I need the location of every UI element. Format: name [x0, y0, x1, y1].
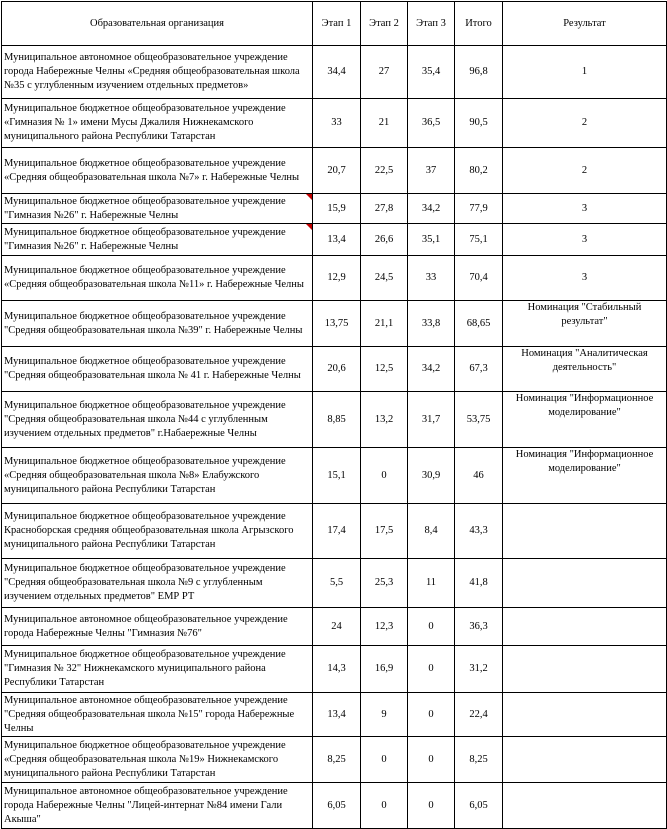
stage2-cell: 22,5 [361, 148, 408, 194]
header-total: Итого [455, 2, 503, 46]
stage1-cell: 33 [313, 99, 361, 148]
stage2-cell: 9 [361, 693, 408, 737]
stage2-cell: 0 [361, 783, 408, 829]
result-cell: Номинация "Информационное моделирование" [503, 392, 667, 448]
org-name-cell: Муниципальное бюджетное общеобразовательное учреждение "Средняя общеобразовательная школа №44 с углубленным изучением отдельных предметов" г.Набаережные Челны [2, 392, 313, 448]
stage1-cell: 6,05 [313, 783, 361, 829]
stage1-cell: 17,4 [313, 504, 361, 559]
stage1-cell: 14,3 [313, 646, 361, 693]
header-stage2: Этап 2 [361, 2, 408, 46]
stage2-cell: 12,5 [361, 347, 408, 392]
stage3-cell: 0 [408, 608, 455, 646]
result-cell: 3 [503, 224, 667, 256]
table-row [2, 148, 667, 194]
result-cell: 1 [503, 46, 667, 99]
org-name-cell: Муниципальное бюджетное общеобразовательное учреждение "Средняя общеобразовательная школа №9 с углубленным изучением отдельных предметов" ЕМР РТ [2, 559, 313, 608]
stage2-cell: 21,1 [361, 301, 408, 347]
org-name-cell: Муниципальное автономное общеобразовательное учреждение города Набережные Челны "Гимназия №76" [2, 608, 313, 646]
stage3-cell: 34,2 [408, 194, 455, 224]
stage1-cell: 20,6 [313, 347, 361, 392]
stage1-cell: 24 [313, 608, 361, 646]
table-row [2, 256, 667, 301]
total-cell: 80,2 [455, 148, 503, 194]
result-cell [503, 693, 667, 737]
stage2-cell: 26,6 [361, 224, 408, 256]
total-cell: 90,5 [455, 99, 503, 148]
stage2-cell: 24,5 [361, 256, 408, 301]
table-row [2, 504, 667, 559]
table-row [2, 46, 667, 99]
table-row [2, 693, 667, 737]
total-cell: 96,8 [455, 46, 503, 99]
stage2-cell: 16,9 [361, 646, 408, 693]
org-name-cell: Муниципальное бюджетное общеобразовательное учреждение "Гимназия № 32" Нижнекамского муниципального района Республики Татарстан [2, 646, 313, 693]
total-cell: 36,3 [455, 608, 503, 646]
stage1-cell: 8,25 [313, 737, 361, 783]
org-name-cell: Муниципальное бюджетное общеобразовательное учреждение "Гимназия №26" г. Набережные Челны [2, 194, 313, 224]
table-row [2, 783, 667, 829]
total-cell: 22,4 [455, 693, 503, 737]
header-stage1: Этап 1 [313, 2, 361, 46]
stage2-cell: 27 [361, 46, 408, 99]
stage2-cell: 27,8 [361, 194, 408, 224]
stage3-cell: 0 [408, 783, 455, 829]
stage3-cell: 8,4 [408, 504, 455, 559]
stage1-cell: 5,5 [313, 559, 361, 608]
org-name-cell: Муниципальное бюджетное общеобразовательное учреждение «Гимназия № 1» имени Мусы Джалиля Нижнекамского муниципального района Республики Татарстан [2, 99, 313, 148]
total-cell: 68,65 [455, 301, 503, 347]
total-cell: 53,75 [455, 392, 503, 448]
result-cell: 3 [503, 194, 667, 224]
org-name-cell: Муниципальное бюджетное общеобразовательное учреждение "Средняя общеобразовательная школа №39" г. Набережные Челны [2, 301, 313, 347]
stage1-cell: 12,9 [313, 256, 361, 301]
table-row [2, 194, 667, 224]
stage1-cell: 15,1 [313, 448, 361, 504]
org-name-cell: Муниципальное бюджетное общеобразовательное учреждение «Средняя общеобразовательная школа №7» г. Набережные Челны [2, 148, 313, 194]
total-cell: 70,4 [455, 256, 503, 301]
org-name-cell: Муниципальное бюджетное общеобразовательное учреждение «Средняя общеобразовательная школа №8» Елабужского муниципального района Республики Татарстан [2, 448, 313, 504]
total-cell: 75,1 [455, 224, 503, 256]
stage3-cell: 0 [408, 646, 455, 693]
table-row [2, 224, 667, 256]
org-name-cell: Муниципальное бюджетное общеобразовательное учреждение «Средняя общеобразовательная школа №19» Нижнекамского муниципального района Республики Татарстан [2, 737, 313, 783]
stage3-cell: 11 [408, 559, 455, 608]
table-row [2, 347, 667, 392]
stage2-cell: 13,2 [361, 392, 408, 448]
stage1-cell: 13,4 [313, 693, 361, 737]
stage3-cell: 31,7 [408, 392, 455, 448]
org-name-cell: Муниципальное бюджетное общеобразовательное учреждение Красноборская средняя общеобразовательная школа Агрызского муниципального района Республики Татарстан [2, 504, 313, 559]
total-cell: 41,8 [455, 559, 503, 608]
stage1-cell: 13,4 [313, 224, 361, 256]
stage3-cell: 34,2 [408, 347, 455, 392]
table-row [2, 737, 667, 783]
total-cell: 67,3 [455, 347, 503, 392]
org-name-cell: Муниципальное бюджетное общеобразовательное учреждение «Средняя общеобразовательная школа №11» г. Набережные Челны [2, 256, 313, 301]
comment-marker-icon[interactable] [306, 224, 312, 230]
result-cell: 3 [503, 256, 667, 301]
table-row [2, 559, 667, 608]
result-cell [503, 559, 667, 608]
stage1-cell: 8,85 [313, 392, 361, 448]
result-cell: 2 [503, 148, 667, 194]
org-name-cell: Муниципальное автономное общеобразовательное учреждение города Набережные Челны "Лицей-интернат №84 имени Гали Акыша" [2, 783, 313, 829]
stage1-cell: 34,4 [313, 46, 361, 99]
stage1-cell: 20,7 [313, 148, 361, 194]
result-cell [503, 783, 667, 829]
stage2-cell: 17,5 [361, 504, 408, 559]
result-cell: Номинация "Информационное моделирование" [503, 448, 667, 504]
table-row [2, 608, 667, 646]
total-cell: 31,2 [455, 646, 503, 693]
table-row [2, 448, 667, 504]
stage2-cell: 25,3 [361, 559, 408, 608]
stage2-cell: 0 [361, 448, 408, 504]
table-row [2, 301, 667, 347]
stage3-cell: 0 [408, 737, 455, 783]
stage2-cell: 12,3 [361, 608, 408, 646]
result-cell: 2 [503, 99, 667, 148]
stage3-cell: 35,1 [408, 224, 455, 256]
total-cell: 8,25 [455, 737, 503, 783]
result-cell [503, 737, 667, 783]
header-org: Образовательная организация [2, 2, 313, 46]
org-name-cell: Муниципальное бюджетное общеобразовательное учреждение "Средняя общеобразовательная школа № 41 г. Набережные Челны [2, 347, 313, 392]
stage3-cell: 37 [408, 148, 455, 194]
stage3-cell: 33 [408, 256, 455, 301]
comment-marker-icon[interactable] [306, 194, 312, 200]
stage3-cell: 36,5 [408, 99, 455, 148]
stage3-cell: 0 [408, 693, 455, 737]
stage3-cell: 30,9 [408, 448, 455, 504]
table-row [2, 99, 667, 148]
header-row [2, 2, 667, 46]
result-cell: Номинация "Стабильный результат" [503, 301, 667, 347]
results-table [1, 1, 667, 829]
result-cell: Номинация "Аналитическая деятельность" [503, 347, 667, 392]
result-cell [503, 504, 667, 559]
stage1-cell: 15,9 [313, 194, 361, 224]
total-cell: 43,3 [455, 504, 503, 559]
result-cell [503, 608, 667, 646]
header-stage3: Этап 3 [408, 2, 455, 46]
org-name-cell: Муниципальное бюджетное общеобразовательное учреждение "Гимназия №26" г. Набережные Челны [2, 224, 313, 256]
org-name-cell: Муниципальное автономное общеобразовательное учреждение "Средняя общеобразовательная школа №15" города Набережные Челны [2, 693, 313, 737]
stage3-cell: 33,8 [408, 301, 455, 347]
stage1-cell: 13,75 [313, 301, 361, 347]
table-row [2, 646, 667, 693]
total-cell: 6,05 [455, 783, 503, 829]
result-cell [503, 646, 667, 693]
stage2-cell: 0 [361, 737, 408, 783]
total-cell: 46 [455, 448, 503, 504]
stage3-cell: 35,4 [408, 46, 455, 99]
table-row [2, 392, 667, 448]
stage2-cell: 21 [361, 99, 408, 148]
org-name-cell: Муниципальное автономное общеобразовательное учреждение города Набережные Челны «Средняя общеобразовательная школа №35 с углубленным изучением отдельных предметов» [2, 46, 313, 99]
total-cell: 77,9 [455, 194, 503, 224]
header-result: Результат [503, 2, 667, 46]
